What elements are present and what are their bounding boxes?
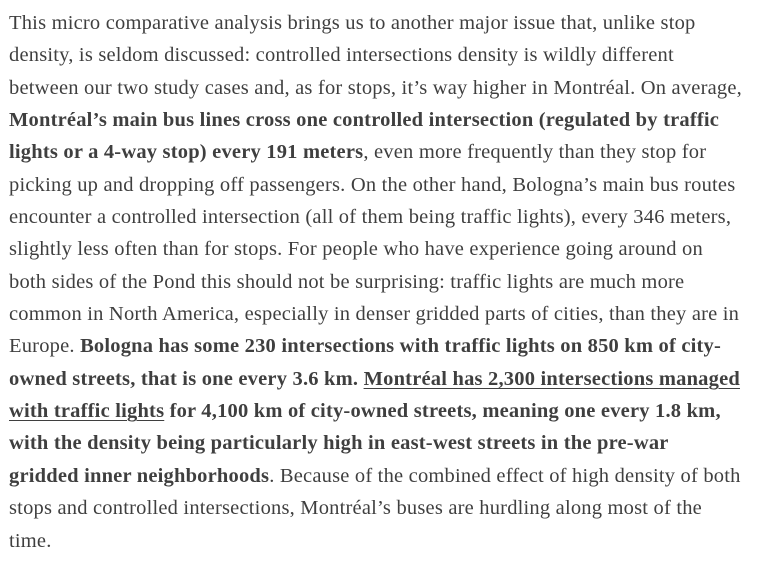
inline-link[interactable]: Montréal has 2,300 intersections managed with traffic lights	[9, 367, 740, 423]
text-run: This micro comparative analysis brings us to another major issue that, unlike stop density, is seldom discussed: controlled intersections density is wildly different between our two study cases and, as for stops, it’s way higher in Montréal. On average,	[9, 12, 743, 99]
text-run: Montréal’s main bus lines cross one controlled intersection (regulated by traffic lights or a 4-way stop) every 191 meters	[9, 109, 720, 164]
text-run: , even more frequently than they stop for picking up and dropping off passengers. On the other hand, Bologna’s main bus routes encounter a controlled intersection (all of them being traffic lights), every 346 meters, slightly less often than for stops. For people who have experience going around on both sides of the Pond this should not be surprising: traffic lights are much more common in North America, especially in denser gridded parts of cities, than they are in Europe.	[9, 141, 740, 358]
text-run: Bologna has some 230 intersections with traffic lights on 850 km of city-owned streets, that is one every 3.6 km.	[9, 335, 722, 390]
text-run: . Because of the combined effect of high density of both stops and controlled intersections, Montréal’s buses are hurdling along most of the time.	[9, 464, 741, 552]
text-run: for 4,100 km of city-owned streets, meaning one every 1.8 km, with the density being particularly high in east-west streets in the pre-war gridded inner neighborhoods	[9, 400, 721, 487]
article-paragraph	[9, 7, 742, 557]
